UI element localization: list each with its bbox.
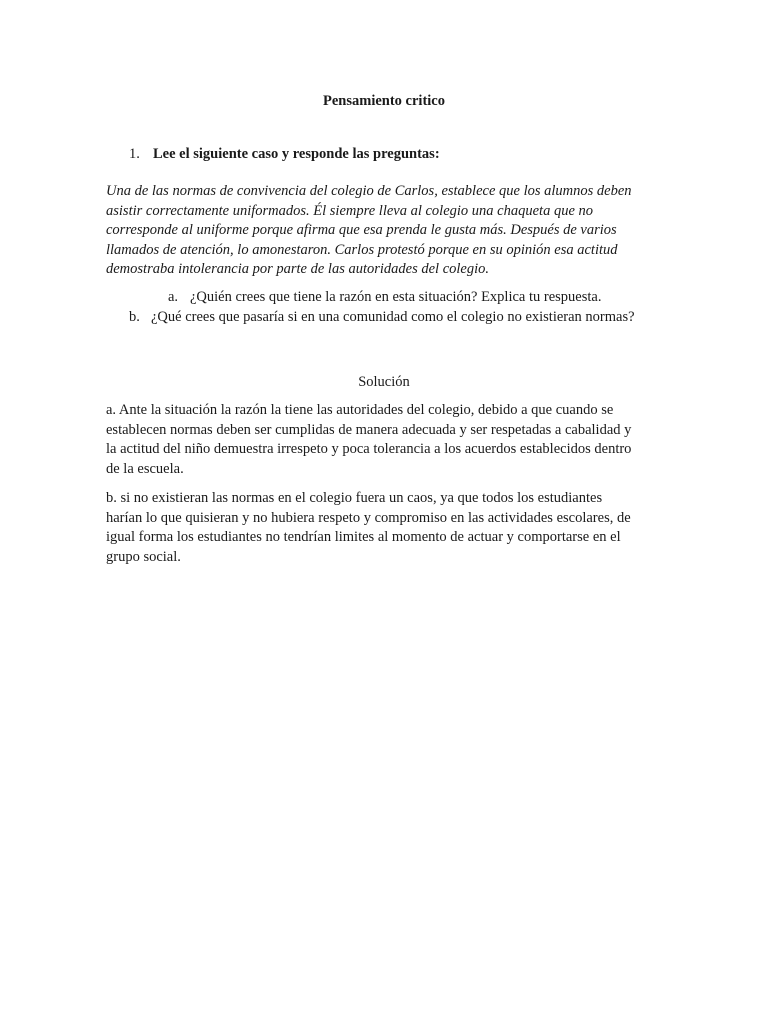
answer-a-line: a. Ante la situación la razón la tiene las autoridades del colegio, debido a que cuando se: [106, 402, 614, 418]
answer-b-line: b. si no existieran las normas en el colegio fuera un caos, ya que todos los estudiantes: [106, 490, 603, 506]
case-paragraph: [106, 182, 666, 280]
sub-question-a-text: ¿Quién crees que tiene la razón en esta situación? Explica tu respuesta.: [190, 289, 602, 305]
case-line: asistir correctamente uniformados. Él siempre lleva al colegio una chaqueta que no: [106, 202, 594, 219]
answer-b-line: grupo social.: [106, 548, 181, 565]
question-1-number: 1.: [129, 146, 140, 162]
sub-question-b-marker: b.: [129, 309, 140, 325]
answer-b-paragraph: [106, 489, 666, 567]
case-line: Una de las normas de convivencia del colegio de Carlos, establece que los alumnos deben: [106, 183, 632, 199]
answer-b-line: harían lo que quisieran y no hubiera respeto y compromiso en las actividades escolares, de: [106, 509, 631, 526]
question-1-text: Lee el siguiente caso y responde las preguntas:: [153, 146, 440, 162]
answer-a-line: de la escuela.: [106, 460, 184, 477]
sub-question-a: [168, 288, 601, 306]
case-line: corresponde al uniforme porque afirma que esa prenda le gusta más. Después de varios: [106, 222, 617, 238]
answer-a-line: establecen normas deben ser cumplidas de manera adecuada y ser respetadas a cabalidad y: [106, 421, 632, 438]
question-1: [129, 145, 440, 163]
case-line: llamados de atención, lo amonestaron. Carlos protestó porque en su opinión esa actitud: [106, 241, 618, 258]
answer-a-line: la actitud del niño demuestra irrespeto y poca tolerancia a los acuerdos establecidos dentro: [106, 441, 632, 457]
answer-a-paragraph: [106, 401, 666, 479]
solution-heading: Solución: [358, 374, 410, 390]
document-title: Pensamiento critico: [322, 93, 445, 109]
sub-question-b: [129, 308, 635, 326]
sub-question-b-text: ¿Qué crees que pasaría si en una comunidad como el colegio no existieran normas?: [151, 309, 635, 325]
sub-question-a-marker: a.: [168, 289, 179, 305]
answer-b-line: igual forma los estudiantes no tendrían limites al momento de actuar y comportarse en el: [106, 529, 621, 545]
case-line: demostraba intolerancia por parte de las autoridades del colegio.: [106, 261, 490, 277]
